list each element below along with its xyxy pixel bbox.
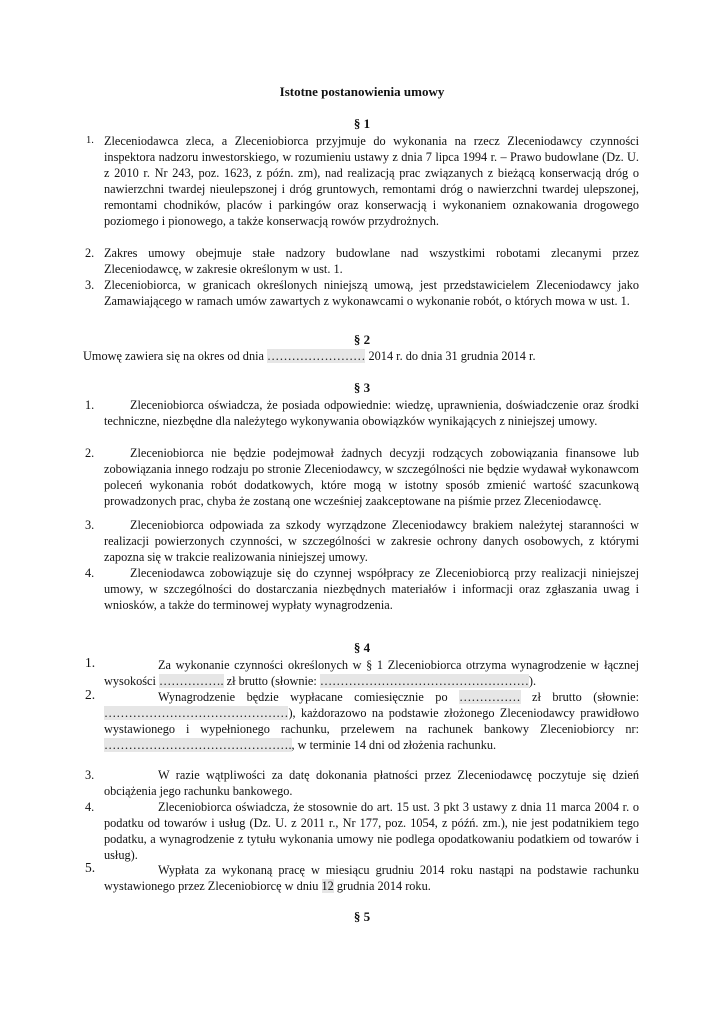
s1-item-3-text: Zleceniobiorca, w granicach określonych niniejszą umową, jest przedstawicielem Zleceniodawcy jako Zamawiającego w ramach umów zawartych z wykonawcami o wykonanie robót, o których mowa w ust. 1. xyxy=(104,278,639,309)
invoice-day-field[interactable]: 12 xyxy=(321,879,334,894)
total-amount-blank[interactable]: ……………. xyxy=(159,674,224,689)
s4-item-5-part-a: Wypłata za wykonaną pracę w miesiącu grudniu 2014 roku nastąpi na podstawie rachunku wystawionego przez Zleceniobiorcę w dniu xyxy=(104,863,639,894)
section-3-heading: § 3 xyxy=(353,380,371,395)
s4-item-2-part-a: Wynagrodzenie będzie wypłacane comiesięcznie po xyxy=(158,690,460,704)
s4-item-1-part-a: Za wykonanie czynności określonych w § 1 Zleceniobiorca otrzyma wynagrodzenie w łącznej wysokości xyxy=(104,658,639,689)
s4-item-5-number: 5. xyxy=(85,860,96,875)
section-2-heading: § 2 xyxy=(353,332,371,347)
start-date-blank[interactable]: …………………… xyxy=(267,349,366,363)
s4-item-1-text xyxy=(104,657,639,689)
bank-account-blank[interactable]: ………………………………………. xyxy=(104,738,292,753)
s3-item-3-number: 3. xyxy=(85,518,95,532)
s2-text-before: Umowę zawiera się na okres od dnia xyxy=(83,349,268,363)
s3-item-1-text: Zleceniobiorca oświadcza, że posiada odpowiednie: wiedzę, uprawnienia, doświadczenie oraz środki techniczne, niezbędne dla należytego wykonywania obowiązków wynikających z niniejszej umowy. xyxy=(104,398,639,429)
s3-item-2-number: 2. xyxy=(85,446,95,460)
total-amount-words-blank[interactable]: …………………………………………… xyxy=(319,674,529,689)
section-5-heading: § 5 xyxy=(353,909,371,924)
s4-item-2-text xyxy=(104,689,639,753)
s4-item-2-part-c: ), każdorazowo na podstawie złożonego Zleceniodawcy prawidłowo wystawionego i wypełnionego rachunku, przelewem na rachunek bankowy Zleceniobiorcy nr: xyxy=(104,706,639,737)
monthly-amount-blank[interactable]: …………… xyxy=(459,690,521,704)
s4-item-1-number: 1. xyxy=(85,655,96,670)
s1-item-2-text: Zakres umowy obejmuje stałe nadzory budowlane nad wszystkimi robotami zlecanymi przez Zleceniodawcę, w zakresie określonym w ust. 1. xyxy=(104,246,639,277)
s3-item-3-text: Zleceniobiorca odpowiada za szkody wyrządzone Zleceniodawcy brakiem należytej staranności w realizacji powierzonych czynności, w szczególności w zakresie ochrony danych osobowych, z którymi zapozna się w trakcie realizowania niniejszej umowy. xyxy=(104,518,639,565)
s4-item-4-number: 4. xyxy=(85,800,95,814)
s4-item-1-part-b: zł brutto (słownie: xyxy=(223,674,320,689)
s4-item-2-part-d: , w terminie 14 dni od złożenia rachunku. xyxy=(291,738,497,753)
s4-item-5-text xyxy=(104,862,639,894)
s4-item-3-text: W razie wątpliwości za datę dokonania płatności przez Zleceniodawcę poczytuje się dzień obciążenia jego rachunku bankowego. xyxy=(104,768,639,799)
s3-item-4-number: 4. xyxy=(85,566,95,580)
s3-item-2-text: Zleceniobiorca nie będzie podejmował żadnych decyzji rodzących zobowiązania finansowe lub zobowiązania innego rodzaju po stronie Zleceniodawcy, w szczególności nie będzie wydawał wykonawcom poleceń wykonania robót dodatkowych, które mogą w istotny sposób zmienić wartość szacunkową prowadzonych prac, chyba że zostaną one wcześniej zaakceptowane na piśmie przez Zleceniodawcę. xyxy=(104,446,639,509)
s4-item-1-part-c: ). xyxy=(528,674,537,689)
s4-item-5-part-b: grudnia 2014 roku. xyxy=(333,879,431,894)
document-title: Istotne postanowienia umowy xyxy=(279,84,445,99)
s1-item-2-number: 2. xyxy=(85,246,95,260)
s2-text-after: 2014 r. do dnia 31 grudnia 2014 r. xyxy=(365,349,536,363)
s3-item-1-number: 1. xyxy=(85,398,95,412)
s2-paragraph xyxy=(83,348,639,364)
s3-item-4-text: Zleceniodawca zobowiązuje się do czynnej współpracy ze Zleceniobiorcą przy realizacji niniejszej umowy, w szczególności do dostarczania niezbędnych materiałów i informacji oraz zgłaszania uwag i wniosków, a także do terminowej wypłaty wynagrodzenia. xyxy=(104,566,639,613)
section-4-heading: § 4 xyxy=(353,640,371,655)
s4-item-4-text: Zleceniobiorca oświadcza, że stosownie do art. 15 ust. 3 pkt 3 ustawy z dnia 11 marca 2004 r. o podatku od towarów i usług (Dz. U. z 2011 r., Nr 177, poz. 1054, z późń. zm.), nie jest podatnikiem tego podatku, a wynagrodzenie z tytułu wykonania umowy nie podlega opodatkowaniu podatkiem od towarów i usług). xyxy=(104,800,639,863)
s4-item-3-number: 3. xyxy=(85,768,95,782)
s1-item-1-number: 1. xyxy=(86,135,94,146)
s4-item-2-part-b: zł brutto (słownie: xyxy=(520,690,639,704)
section-1-heading: § 1 xyxy=(353,116,371,131)
s4-item-2-number: 2. xyxy=(85,687,96,702)
monthly-amount-words-blank[interactable]: ……………………………………… xyxy=(104,706,289,721)
s1-item-3-number: 3. xyxy=(85,278,95,292)
s1-item-1-text: Zleceniodawca zleca, a Zleceniobiorca przyjmuje do wykonania na rzecz Zleceniodawcy czynności inspektora nadzoru inwestorskiego, w rozumieniu ustawy z dnia 7 lipca 1994 r. – Prawo budowlane (Dz. U. z 2010 r. Nr 243, poz. 1623, z późn. zm), nad realizacją prac związanych z bieżącą konserwacją dróg o nawierzchni twardej nieulepszonej i dróg gruntowych, remontami dróg o nawierzchni twardej ulepszonej, remontami chodników, placów i parkingów oraz konserwacją i wykonaniem oznakowania drogowego poziomego i pionowego, a także konserwacją rowów przydrożnych. xyxy=(104,134,639,229)
